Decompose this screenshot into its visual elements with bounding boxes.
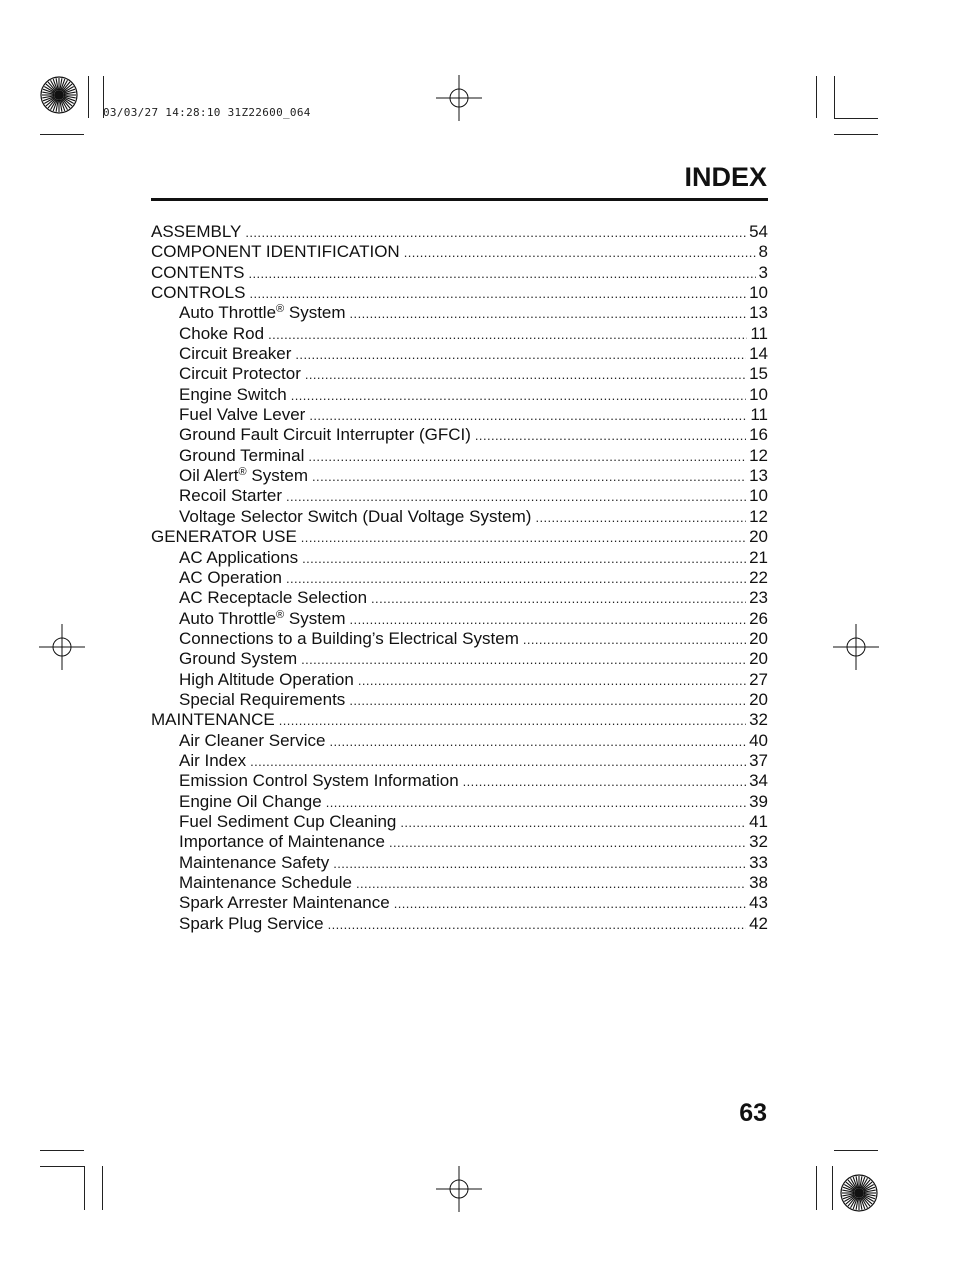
entry-page-number: 8 [758, 242, 768, 262]
entry-page-number: 40 [749, 730, 768, 750]
entry-page-number: 37 [749, 750, 768, 770]
entry-page-number: 12 [749, 506, 768, 526]
entry-page-number: 42 [749, 913, 768, 933]
index-list [151, 222, 768, 934]
entry-page-number: 10 [749, 486, 768, 506]
entry-label: Voltage Selector Switch (Dual Voltage System) [179, 506, 532, 526]
dot-leader [333, 854, 746, 873]
entry-page-number: 54 [749, 222, 768, 241]
dot-leader [295, 345, 746, 364]
index-entry [151, 242, 768, 262]
crop-mark [88, 76, 89, 118]
entry-page-number: 20 [749, 689, 768, 709]
dot-leader [404, 243, 756, 262]
entry-page-number: 27 [749, 669, 768, 689]
entry-label: Circuit Breaker [179, 344, 292, 364]
print-timestamp: 03/03/27 14:28:10 31Z22600_064 [103, 106, 311, 119]
entry-page-number: 23 [749, 588, 768, 608]
entry-label: AC Operation [179, 567, 282, 587]
index-subentry [151, 792, 768, 812]
crosshair-target-icon [39, 624, 85, 670]
dot-leader [291, 386, 746, 405]
page-number: 63 [739, 1099, 767, 1127]
crop-mark [102, 1166, 103, 1210]
entry-label: High Altitude Operation [179, 669, 354, 689]
entry-label: Ground Fault Circuit Interrupter (GFCI) [179, 425, 471, 445]
entry-label: Oil Alert® System [179, 466, 309, 486]
dot-leader [328, 915, 747, 934]
index-subentry [151, 629, 768, 649]
entry-label: Ground Terminal [179, 445, 305, 465]
dot-leader [249, 284, 746, 303]
crosshair-target-icon [436, 75, 482, 121]
entry-page-number: 32 [749, 710, 768, 730]
entry-label: Auto Throttle® System [179, 608, 346, 628]
index-subentry [151, 568, 768, 588]
index-subentry [151, 690, 768, 710]
dot-leader [312, 467, 746, 486]
index-subentry [151, 324, 768, 344]
dot-leader [305, 365, 746, 384]
entry-label: MAINTENANCE [151, 710, 275, 730]
index-subentry [151, 832, 768, 852]
registration-starburst-icon [38, 74, 80, 116]
dot-leader [475, 426, 746, 445]
entry-label: Importance of Maintenance [179, 832, 386, 852]
index-subentry [151, 873, 768, 893]
index-subentry [151, 771, 768, 791]
entry-label: Recoil Starter [179, 486, 282, 506]
index-subentry [151, 649, 768, 669]
entry-label: Spark Plug Service [179, 913, 324, 933]
crop-mark [834, 76, 835, 118]
crop-mark [40, 1150, 84, 1151]
entry-label: Air Cleaner Service [179, 730, 326, 750]
entry-page-number: 14 [749, 344, 768, 364]
entry-label: Circuit Protector [179, 364, 301, 384]
index-entry [151, 710, 768, 730]
dot-leader [301, 528, 746, 547]
crosshair-target-icon [436, 1166, 482, 1212]
index-entry [151, 527, 768, 547]
index-subentry [151, 731, 768, 751]
entry-page-number: 11 [750, 405, 768, 425]
crop-mark [40, 134, 84, 135]
entry-page-number: 34 [749, 771, 768, 791]
entry-label: Fuel Sediment Cup Cleaning [179, 811, 397, 831]
entry-page-number: 20 [749, 628, 768, 648]
index-entry [151, 222, 768, 242]
dot-leader [350, 304, 747, 323]
entry-label: Connections to a Building’s Electrical System [179, 628, 519, 648]
dot-leader [535, 508, 746, 527]
entry-label: Fuel Valve Lever [179, 405, 306, 425]
entry-label: CONTROLS [151, 283, 246, 303]
entry-page-number: 13 [749, 303, 768, 323]
entry-page-number: 3 [758, 262, 768, 282]
index-subentry [151, 446, 768, 466]
dot-leader [245, 223, 746, 242]
index-subentry [151, 405, 768, 425]
index-subentry [151, 751, 768, 771]
index-subentry [151, 893, 768, 913]
crop-mark [834, 118, 878, 119]
crop-mark [84, 1166, 85, 1210]
crop-mark [834, 134, 878, 135]
index-subentry [151, 588, 768, 608]
entry-label: Spark Arrester Maintenance [179, 893, 390, 913]
index-subentry [151, 670, 768, 690]
dot-leader [463, 772, 746, 791]
title-rule [151, 198, 768, 201]
entry-page-number: 33 [749, 852, 768, 872]
crop-mark [40, 1166, 84, 1167]
dot-leader [349, 691, 746, 710]
index-subentry [151, 812, 768, 832]
entry-page-number: 32 [749, 832, 768, 852]
index-entry [151, 283, 768, 303]
index-subentry [151, 344, 768, 364]
entry-page-number: 22 [749, 567, 768, 587]
entry-page-number: 13 [749, 466, 768, 486]
index-subentry [151, 466, 768, 486]
entry-page-number: 39 [749, 791, 768, 811]
dot-leader [389, 833, 746, 852]
page-title: INDEX [684, 162, 767, 192]
entry-page-number: 20 [749, 527, 768, 547]
index-subentry [151, 548, 768, 568]
dot-leader [249, 264, 756, 283]
dot-leader [309, 406, 747, 425]
dot-leader [268, 325, 747, 344]
entry-label: Auto Throttle® System [179, 303, 346, 323]
entry-page-number: 12 [749, 445, 768, 465]
entry-label: Engine Oil Change [179, 791, 322, 811]
index-subentry [151, 507, 768, 527]
entry-label: Engine Switch [179, 384, 287, 404]
entry-label: Ground System [179, 649, 298, 669]
crop-mark [832, 1166, 833, 1210]
entry-page-number: 10 [749, 283, 768, 303]
dot-leader [394, 894, 746, 913]
crop-mark [816, 1166, 817, 1210]
entry-page-number: 20 [749, 649, 768, 669]
dot-leader [523, 630, 746, 649]
entry-label: AC Receptacle Selection [179, 588, 368, 608]
dot-leader [279, 711, 746, 730]
crop-mark [816, 76, 817, 118]
dot-leader [302, 549, 746, 568]
dot-leader [358, 671, 746, 690]
index-subentry [151, 486, 768, 506]
entry-page-number: 21 [749, 547, 768, 567]
crop-mark [834, 1150, 878, 1151]
index-subentry [151, 914, 768, 934]
dot-leader [286, 487, 746, 506]
dot-leader [371, 589, 746, 608]
entry-label: Choke Rod [179, 323, 265, 343]
entry-label: CONTENTS [151, 262, 245, 282]
dot-leader [400, 813, 746, 832]
dot-leader [250, 752, 746, 771]
entry-label: Maintenance Safety [179, 852, 330, 872]
entry-page-number: 26 [749, 608, 768, 628]
index-subentry [151, 425, 768, 445]
entry-page-number: 43 [749, 893, 768, 913]
entry-page-number: 41 [749, 811, 768, 831]
entry-page-number: 16 [749, 425, 768, 445]
dot-leader [356, 874, 746, 893]
entry-page-number: 15 [749, 364, 768, 384]
entry-page-number: 38 [749, 873, 768, 892]
registration-starburst-icon [838, 1172, 880, 1214]
entry-label: Emission Control System Information [179, 771, 459, 791]
entry-label: Air Index [179, 750, 247, 770]
dot-leader [286, 569, 746, 588]
index-subentry [151, 609, 768, 629]
entry-page-number: 10 [749, 384, 768, 404]
index-subentry [151, 364, 768, 384]
entry-label: ASSEMBLY [151, 222, 242, 241]
dot-leader [326, 793, 746, 812]
index-subentry [151, 385, 768, 405]
entry-label: Special Requirements [179, 689, 346, 709]
dot-leader [301, 650, 746, 669]
index-subentry [151, 853, 768, 873]
index-entry [151, 263, 768, 283]
dot-leader [308, 447, 746, 466]
crosshair-target-icon [833, 624, 879, 670]
dot-leader [329, 732, 746, 751]
entry-label: GENERATOR USE [151, 527, 297, 547]
dot-leader [350, 610, 747, 629]
entry-label: AC Applications [179, 547, 299, 567]
entry-label: Maintenance Schedule [179, 873, 352, 892]
index-subentry [151, 303, 768, 323]
entry-label: COMPONENT IDENTIFICATION [151, 242, 400, 262]
entry-page-number: 11 [750, 323, 768, 343]
